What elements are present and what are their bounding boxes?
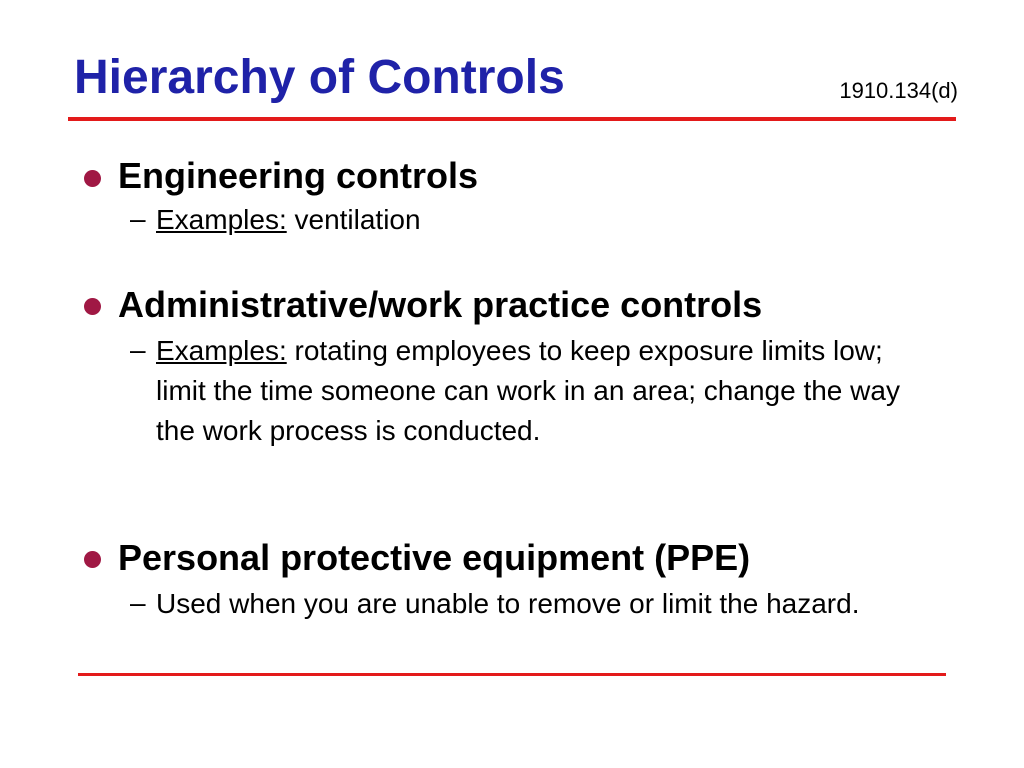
bullet-icon xyxy=(84,170,101,187)
dash-icon: – xyxy=(130,334,146,365)
sub-bullet-engineering xyxy=(156,200,901,240)
dash-icon: – xyxy=(130,587,146,618)
sub-bullet-ppe: Used when you are unable to remove or limit the hazard. xyxy=(156,588,860,619)
dash-icon: – xyxy=(130,203,146,234)
footer-divider xyxy=(78,673,946,676)
bullet-icon xyxy=(84,298,101,315)
bullet-heading-engineering: Engineering controls xyxy=(118,155,479,196)
examples-label: Examples: xyxy=(156,204,287,235)
bullet-heading-administrative: Administrative/work practice controls xyxy=(118,284,763,325)
examples-label: Examples: xyxy=(156,335,287,366)
bullet-icon xyxy=(84,551,101,568)
sub-bullet-administrative xyxy=(156,331,901,451)
regulation-reference: 1910.134(d) xyxy=(839,78,958,103)
sub-bullet-text: ventilation xyxy=(286,204,421,235)
bullet-heading-ppe: Personal protective equipment (PPE) xyxy=(118,537,751,578)
slide-title: Hierarchy of Controls xyxy=(74,51,565,104)
sub-bullet-text: rotating employees to keep exposure limits low; limit the time someone can work in an area; change the way the work process is conducted. xyxy=(156,335,900,446)
title-divider xyxy=(68,117,956,121)
